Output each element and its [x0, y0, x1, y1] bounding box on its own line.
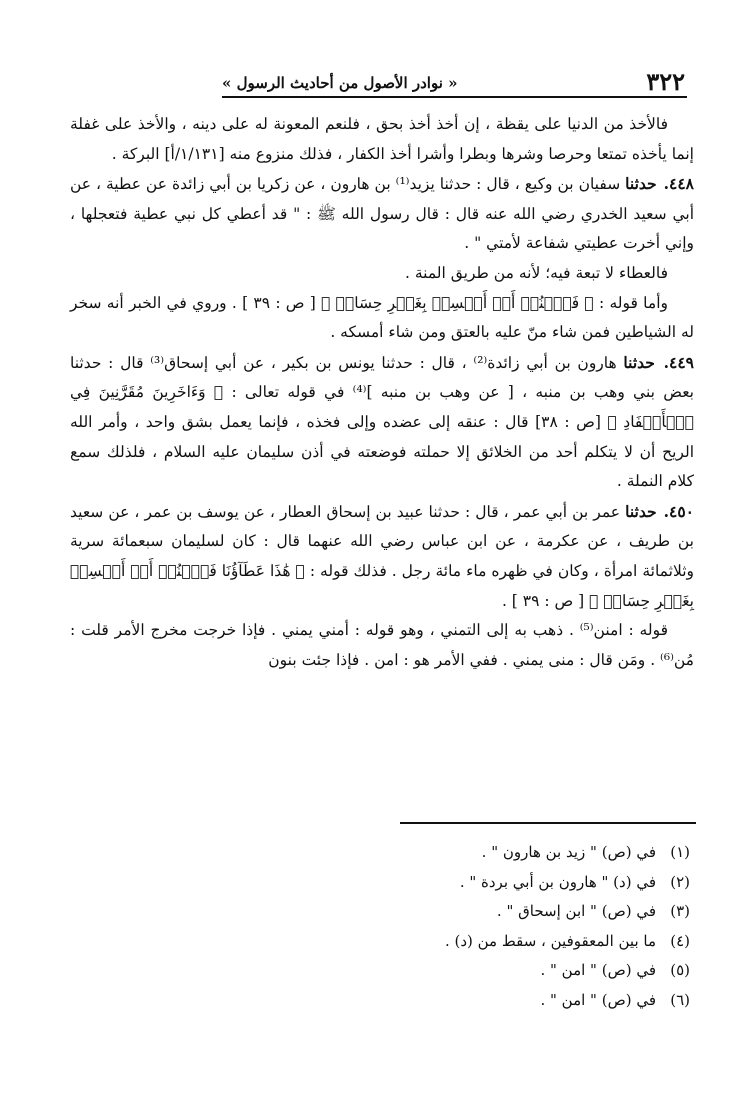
footnote-number: (٥) [670, 961, 690, 979]
footnote-item [200, 838, 690, 868]
paragraph-text: وأما قوله : ﴿ فَٱمۡنُنۡ أَوۡ أَمۡسِكۡ بِغَيۡرِ حِسَابٖ ﴾ [ ص : ٣٩ ] . وروي في الخبر أنه سخر له الشياطين فمن شاء منّ عليه بالعتق ومن شاء أمسكه . [70, 293, 694, 342]
footnote-text: في (ص) " ابن إسحاق " . [496, 902, 656, 920]
paragraph-ataa [70, 259, 694, 289]
footnote-item [200, 897, 690, 927]
footnote-text: في (ص) " امن " . [540, 990, 656, 1009]
paragraph-imnun [70, 616, 694, 675]
paragraph-qawluhu [70, 289, 694, 348]
footnote-text: في (ص) " امن " . [540, 961, 656, 979]
footnote-number: (٦) [670, 990, 690, 1009]
hadith-lead: حدثنا [623, 352, 655, 372]
page-number: ٣٢٢ [646, 67, 685, 96]
footnote-item [200, 927, 690, 957]
footnote-text: ما بين المعقوفين ، سقط من (د) . [444, 931, 656, 950]
footnote-number: (٣) [670, 902, 690, 920]
footnote-number: (٤) [670, 931, 690, 950]
hadith-lead: حدثنا [625, 501, 657, 521]
paragraph-zuhd [70, 110, 694, 169]
hadith-text: سفيان بن وكيع ، قال : حدثنا يزيد⁽¹⁾ بن هارون ، عن زكريا بن أبي زائدة عن عطية ، عن أبي سعيد الخدري رضي الله عنه قال : قال رسول الله ﷺ : " قد أعطي كل نبي عطية فتعجلها ، وإني أخرت عطيتي شفاعة لأمتي " . [70, 175, 694, 253]
footnote-number: (٢) [670, 872, 690, 891]
header-rule [222, 96, 687, 98]
paragraph-text: قوله : امنن⁽⁵⁾ . ذهب به إلى التمني ، وهو قوله : أمني يمني . فإذا خرجت مخرج الأمر قلت : مُن⁽⁶⁾ . ومَن قال : منى يمني . ففي الأمر هو : امن . فإذا جئت بنون [70, 621, 694, 669]
footnote-text: في (د) " هارون بن أبي بردة " . [459, 872, 656, 891]
paragraph-text: فالعطاء لا تبعة فيه؛ لأنه من طريق المنة . [404, 263, 668, 282]
hadith-449 [70, 348, 694, 497]
hadith-450 [70, 497, 694, 616]
footnote-item [200, 868, 690, 898]
page-header [222, 60, 685, 94]
footnote-number: (١) [670, 843, 690, 861]
footnote-text: في (ص) " زيد بن هارون " . [481, 843, 656, 861]
hadith-text: عمر بن أبي عمر ، قال : حدثنا عبيد بن إسحاق العطار ، عن يوسف بن عمر ، عن سعيد بن طريف ، عن عكرمة ، عن ابن عباس رضي الله عنهما قال : كان لسليمان سبعمائة سرية وثلاثمائة امرأة ، وكان في ظهره ماء مائة رجل . فذلك قوله : ﴿ هَٰذَا عَطَآؤُنَا فَٱمۡنُنۡ أَوۡ أَمۡسِكۡ بِغَيۡرِ حِسَابٖ ﴾ [ ص : ٣٩ ] . [70, 502, 694, 610]
footnotes [200, 838, 690, 1015]
hadith-number: ٤٤٩. [663, 352, 694, 372]
hadith-text: هارون بن أبي زائدة⁽²⁾ ، قال : حدثنا يونس بن بكير ، عن أبي إسحاق⁽³⁾ قال : حدثنا بعض بني وهب بن منبه ، [ عن وهب بن منبه ]⁽⁴⁾ في قوله تعالى : ﴿ وَءَاخَرِينَ مُقَرَّنِينَ فِي ٱلۡأَصۡفَادِ ﴾ [ص : ٣٨] قال : عنقه إلى عضده وإلى فخذه ، فإنما يعمل بشق واحد ، وأمر الله الريح أن لا يتكلم أحد من الخلائق إلا حملته فوضعته في أذن سليمان عليه السلام ، فلذلك سمع كلام النملة . [70, 353, 694, 491]
hadith-number: ٤٥٠. [663, 501, 694, 521]
paragraph-text: فالأخذ من الدنيا على يقظة ، إن أخذ أخذ بحق ، فلنعم المعونة له على دينه ، والأخذ على غفلة إنما يأخذه تمتعا وحرصا وشرها وبطرا وأشرا أخذ الكفار ، فذلك منزوع منه [١/١٣١/أ] البركة . [70, 115, 694, 163]
hadith-448 [70, 169, 694, 259]
footnote-item [200, 956, 690, 986]
footnote-item [200, 986, 690, 1016]
main-text [70, 110, 694, 675]
hadith-lead: حدثنا [625, 174, 657, 194]
footnote-rule [400, 822, 696, 824]
running-title: « نوادر الأصول من أحاديث الرسول » [222, 74, 458, 92]
hadith-number: ٤٤٨. [663, 174, 694, 194]
